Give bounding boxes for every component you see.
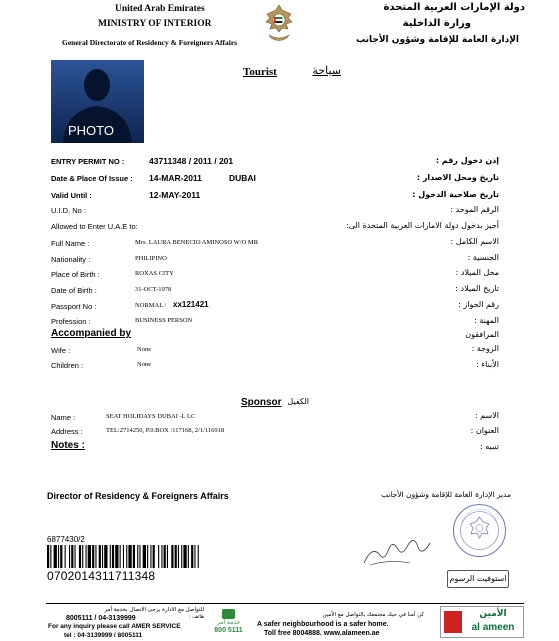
ministry-en: MINISTRY OF INTERIOR xyxy=(98,19,212,29)
sponsor-title-en: Sponsor xyxy=(241,397,282,408)
barcode-bar xyxy=(128,545,131,568)
profession-ar: المهنة : xyxy=(474,316,499,325)
amer-logo-num: 800 5111 xyxy=(214,627,243,634)
barcode-bar xyxy=(133,545,135,568)
barcode-bar xyxy=(47,545,49,568)
alameen-logo-icon xyxy=(444,611,462,633)
barcode-bar xyxy=(115,545,118,568)
barcode-bar xyxy=(137,545,138,568)
amer-ar-text: للتواصل مع الادارة يرجى الاتصال بخدمة أمر xyxy=(104,607,204,613)
barcode xyxy=(47,545,259,568)
photo-label: PHOTO xyxy=(68,123,114,138)
nationality-value: PHILIPINO xyxy=(135,255,167,262)
barcode-bar xyxy=(95,545,96,568)
alameen-line-2: Toll free 8004888. www.alameen.ae xyxy=(264,630,380,637)
barcode-bar xyxy=(178,545,179,568)
wife-ar: الزوجة : xyxy=(471,344,499,353)
barcode-bar xyxy=(164,545,166,568)
barcode-bar xyxy=(102,545,103,568)
sponsor-title-ar: الكفيل xyxy=(287,397,309,406)
barcode-bar xyxy=(88,545,91,568)
profession-label: Profession : xyxy=(51,317,91,326)
alameen-ar-text: كن آمنا في حيك مجتمعك بالتواصل مع الأمين xyxy=(322,612,424,618)
uae-emblem-icon xyxy=(262,2,296,46)
barcode-bar xyxy=(167,545,168,568)
barcode-bar xyxy=(75,545,76,568)
place-of-birth-value: ROXAS CITY xyxy=(135,270,174,277)
nationality-label: Nationality : xyxy=(51,255,91,264)
dept-ar: الإدارة العامة للإقامة وشؤون الأجانب xyxy=(356,35,519,45)
alameen-logo-ar: الأمين xyxy=(479,609,507,619)
amer-logo xyxy=(207,609,250,637)
barcode-bar xyxy=(69,545,70,568)
ministry-ar: وزارة الداخلية xyxy=(402,18,471,29)
visa-type-en: Tourist xyxy=(243,66,277,78)
barcode-bar xyxy=(82,545,83,568)
nationality-ar: الجنسية : xyxy=(467,253,499,262)
place-of-birth-label: Place of Birth : xyxy=(51,270,100,279)
date-of-birth-value: 31-OCT-1978 xyxy=(135,286,172,293)
barcode-bar xyxy=(110,545,111,568)
children-label: Children : xyxy=(51,361,84,370)
barcode-bar xyxy=(171,545,173,568)
barcode-bar xyxy=(58,545,59,568)
photo-placeholder xyxy=(51,60,144,143)
barcode-bar xyxy=(150,545,151,568)
issue-date-value: 14-MAR-2011 xyxy=(149,173,202,183)
barcode-bar xyxy=(143,545,146,568)
barcode-bar xyxy=(161,545,162,568)
barcode-bar xyxy=(126,545,127,568)
barcode-bar xyxy=(183,545,186,568)
barcode-bar xyxy=(158,545,159,568)
uid-ar: الرقم الموحد : xyxy=(450,205,499,214)
accompanied-label: Accompanied by xyxy=(51,328,132,339)
barcode-number: 0702014311711348 xyxy=(47,569,156,583)
sponsor-address-ar: العنوان : xyxy=(470,426,499,435)
place-of-birth-ar: محل الميلاد : xyxy=(455,268,499,277)
visa-type-ar: سياحة xyxy=(312,64,341,77)
barcode-top-text: 6877430/2 xyxy=(47,535,85,544)
barcode-bar xyxy=(86,545,87,568)
barcode-bar xyxy=(139,545,140,568)
issue-label: Date & Place Of Issue : xyxy=(51,174,133,183)
allowed-ar: أجيز بدخول دولة الامارات العربية المتحدة الى: xyxy=(346,221,499,230)
passport-type-value: NORMAL / xyxy=(135,302,167,309)
barcode-bar xyxy=(65,545,66,568)
barcode-bar xyxy=(147,545,148,568)
country-en: United Arab Emirates xyxy=(115,4,205,14)
sponsor-address-label: Address : xyxy=(51,427,83,436)
barcode-bar xyxy=(71,545,73,568)
barcode-bar xyxy=(92,545,94,568)
wife-value: None xyxy=(137,346,152,353)
amer-logo-icon xyxy=(222,609,235,619)
date-of-birth-ar: تاريخ الميلاد : xyxy=(455,284,499,293)
valid-until-ar: تاريخ صلاحية الدخول : xyxy=(412,190,499,199)
barcode-bar xyxy=(104,545,107,568)
entry-permit-value: 43711348 / 2011 / 201 xyxy=(149,156,234,166)
barcode-bar xyxy=(79,545,81,568)
amer-logo-ar: خدمة أمر xyxy=(216,619,241,626)
full-name-ar: الاسم الكامل : xyxy=(450,237,499,246)
valid-until-value: 12-MAY-2011 xyxy=(149,190,201,200)
sponsor-name-value: SEAT HOLIDAYS DUBAI -L LC xyxy=(106,413,196,420)
issue-place-value: DUBAI xyxy=(229,173,256,183)
uid-label: U.I.D. No : xyxy=(51,206,87,215)
alameen-logo-en: al ameen xyxy=(471,622,515,633)
barcode-bar xyxy=(188,545,189,568)
passport-no-ar: رقم الجواز : xyxy=(458,300,499,309)
entry-permit-label: ENTRY PERMIT NO : xyxy=(51,157,125,166)
barcode-bar xyxy=(60,545,62,568)
notes-label: Notes : xyxy=(51,440,85,451)
date-of-birth-label: Date of Birth : xyxy=(51,286,97,295)
barcode-bar xyxy=(112,545,114,568)
valid-until-label: Valid Until : xyxy=(51,191,92,200)
children-value: None xyxy=(137,361,152,368)
notes-ar: تنبيه : xyxy=(480,442,499,451)
amer-phone-2: tel : 04-3139999 / 8005111 xyxy=(64,632,143,639)
wife-label: Wife : xyxy=(51,346,71,355)
allowed-label: Allowed to Enter U.A.E to: xyxy=(51,222,138,231)
barcode-bar xyxy=(153,545,155,568)
barcode-bar xyxy=(54,545,57,568)
amer-phone-1: 8005111 / 04-3139999 xyxy=(66,615,136,622)
director-ar: مدير الإدارة العامة للإقامة وشؤون الأجانب xyxy=(380,490,511,499)
barcode-bar xyxy=(50,545,51,568)
barcode-bar xyxy=(198,545,199,568)
barcode-bar xyxy=(175,545,177,568)
passport-no-value: xx121421 xyxy=(173,300,209,309)
barcode-bar xyxy=(191,545,193,568)
amer-inquiry: For any inquiry please call AMER SERVICE xyxy=(48,623,181,630)
sponsor-name-label: Name : xyxy=(51,413,76,422)
full-name-label: Full Name : xyxy=(51,239,90,248)
barcode-bar xyxy=(123,545,124,568)
barcode-bar xyxy=(194,545,195,568)
barcode-bar xyxy=(99,545,101,568)
alameen-line-1: A safer neighbourhood is a safer home. xyxy=(257,621,389,628)
signature xyxy=(360,525,435,570)
barcode-bar xyxy=(181,545,182,568)
sponsor-name-ar: الاسم : xyxy=(474,411,499,420)
passport-no-label: Passport No : xyxy=(51,302,97,311)
children-ar: الأبناء : xyxy=(476,360,499,369)
director-en: Director of Residency & Foreigners Affairs xyxy=(47,491,229,501)
entry-permit-ar: إذن دخول رقم : xyxy=(435,156,499,165)
barcode-bar xyxy=(120,545,121,568)
accompanied-ar: المرافقون xyxy=(465,330,499,339)
sponsor-address-value: TEL:2714250, P.0.BOX :117168, 2/1/116918 xyxy=(106,427,225,434)
amer-phone-ar: هاتف : xyxy=(188,614,204,620)
profession-value: BUSINESS PERSON xyxy=(135,317,193,324)
issue-ar: تاريخ ومحل الاصدار : xyxy=(416,173,499,182)
dept-en: General Directorate of Residency & Foreigners Affairs xyxy=(62,38,238,47)
official-seal xyxy=(452,503,507,558)
fees-paid-stamp: استوفيت الرسوم xyxy=(447,570,509,588)
country-ar: دولة الإمارات العربية المتحدة xyxy=(383,2,525,13)
alameen-logo xyxy=(440,606,524,638)
full-name-value: Mrs. LAURA BENECIO AMINOSO W/O MR xyxy=(135,239,259,246)
